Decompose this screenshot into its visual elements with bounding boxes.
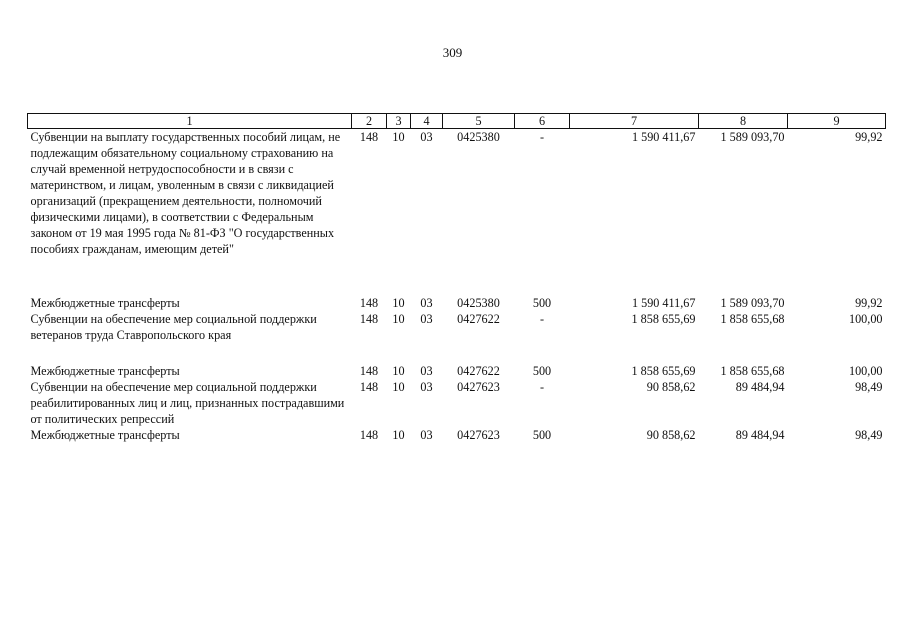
table-row	[28, 427, 886, 443]
page-number: 309	[442, 45, 463, 60]
row-col-3: 10	[392, 364, 405, 378]
header-col-5: 5	[443, 114, 515, 129]
row-col-5: 0427623	[457, 428, 500, 442]
row-name: Межбюджетные трансферты	[30, 296, 180, 310]
table-row	[28, 129, 886, 258]
row-col-8: 1 858 655,68	[720, 312, 785, 326]
header-col-2: 2	[352, 114, 387, 129]
header-row	[28, 114, 886, 129]
row-col-9: 100,00	[848, 364, 883, 378]
row-col-2: 148	[359, 130, 379, 144]
row-col-3: 10	[392, 428, 405, 442]
row-name: Субвенции на обеспечение мер социальной поддержки ветеранов труда Ставропольского края	[30, 312, 317, 342]
row-col-8: 89 484,94	[735, 428, 785, 442]
row-col-4: 03	[420, 130, 433, 144]
row-col-8: 1 589 093,70	[720, 130, 785, 144]
row-col-2: 148	[359, 380, 379, 394]
row-col-9: 99,92	[855, 296, 883, 310]
row-col-3: 10	[392, 296, 405, 310]
row-col-9: 98,49	[855, 428, 883, 442]
row-col-2: 148	[359, 296, 379, 310]
row-col-4: 03	[420, 380, 433, 394]
row-col-6: -	[539, 380, 545, 394]
row-name: Межбюджетные трансферты	[30, 428, 180, 442]
row-name: Субвенции на выплату государственных пособий лицам, не подлежащим обязательному социальному страхованию на случай временной нетрудоспособности и в связи с материнством, и лицам, уволенным в связи с ликвидацией организаций (прекращением деятельности, полномочий физическими лицами), в соответствии с Федеральным законом от 19 мая 1995 года № 81-ФЗ "О государственных пособиях гражданам, имеющим детей"	[30, 130, 341, 256]
row-spacer	[28, 257, 886, 295]
header-col-6: 6	[515, 114, 570, 129]
header-col-1: 1	[28, 114, 352, 129]
row-col-7: 1 590 411,67	[631, 130, 696, 144]
header-col-8: 8	[699, 114, 788, 129]
row-col-8: 1 858 655,68	[720, 364, 785, 378]
row-col-6: -	[539, 130, 545, 144]
row-name: Субвенции на обеспечение мер социальной поддержки реабилитированных лиц и лиц, признанных пострадавшими от политических репрессий	[30, 380, 345, 426]
row-col-5: 0427622	[457, 312, 500, 326]
row-col-3: 10	[392, 380, 405, 394]
row-col-9: 99,92	[855, 130, 883, 144]
row-col-5: 0427622	[457, 364, 500, 378]
row-col-4: 03	[420, 296, 433, 310]
row-col-4: 03	[420, 312, 433, 326]
row-col-7: 1 590 411,67	[631, 296, 696, 310]
table-row	[28, 295, 886, 311]
row-col-5: 0427623	[457, 380, 500, 394]
header-col-7: 7	[570, 114, 699, 129]
row-name: Межбюджетные трансферты	[30, 364, 180, 378]
row-col-5: 0425380	[457, 296, 500, 310]
row-col-2: 148	[359, 428, 379, 442]
row-col-3: 10	[392, 312, 405, 326]
row-spacer	[28, 343, 886, 363]
row-col-6: 500	[532, 428, 552, 442]
header-col-3: 3	[387, 114, 411, 129]
row-col-2: 148	[359, 312, 379, 326]
budget-table	[27, 113, 886, 443]
row-col-8: 1 589 093,70	[720, 296, 785, 310]
row-col-3: 10	[392, 130, 405, 144]
row-col-4: 03	[420, 364, 433, 378]
row-col-7: 1 858 655,69	[631, 312, 696, 326]
row-col-9: 98,49	[855, 380, 883, 394]
header-col-4: 4	[411, 114, 443, 129]
row-col-4: 03	[420, 428, 433, 442]
row-col-6: 500	[532, 296, 552, 310]
row-col-2: 148	[359, 364, 379, 378]
row-col-8: 89 484,94	[735, 380, 785, 394]
header-col-9: 9	[788, 114, 886, 129]
table-row	[28, 379, 886, 427]
row-col-5: 0425380	[457, 130, 500, 144]
row-col-6: -	[539, 312, 545, 326]
row-col-9: 100,00	[848, 312, 883, 326]
table-row	[28, 363, 886, 379]
row-col-7: 1 858 655,69	[631, 364, 696, 378]
row-col-6: 500	[532, 364, 552, 378]
table-row	[28, 311, 886, 343]
row-col-7: 90 858,62	[646, 380, 696, 394]
row-col-7: 90 858,62	[646, 428, 696, 442]
